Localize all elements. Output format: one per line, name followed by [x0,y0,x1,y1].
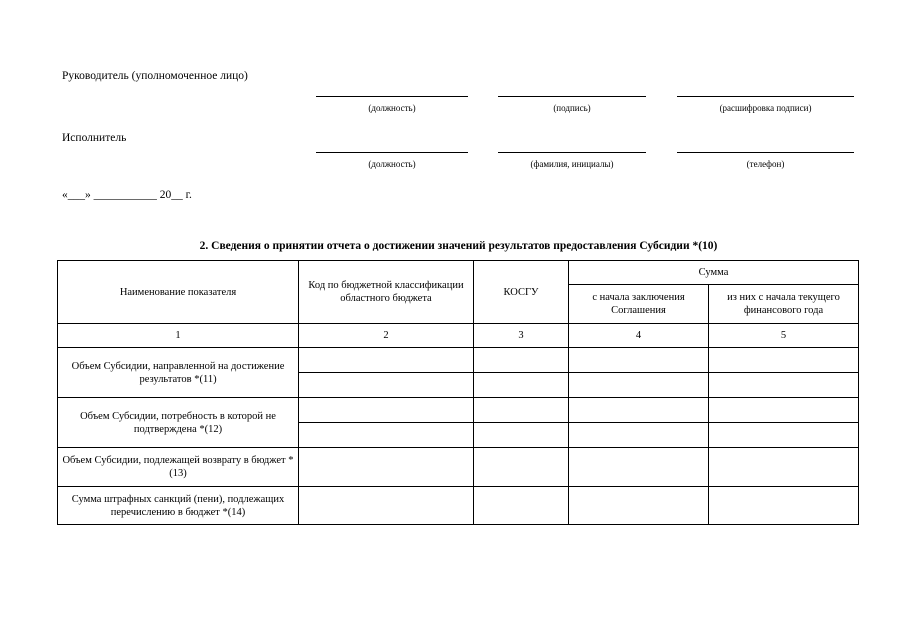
row-label: Объем Субсидии, потребность в которой не подтверждена *(12) [58,398,299,448]
column-number: 5 [709,324,859,348]
cell-since-year[interactable] [709,373,859,398]
column-number: 1 [58,324,299,348]
row-label: Объем Субсидии, направленной на достижение результатов *(11) [58,348,299,398]
table-row [58,348,859,373]
header-kosgu: КОСГУ [474,261,569,324]
header-budget-code: Код по бюджетной классификации областного бюджета [299,261,474,324]
head-position-line [316,96,468,97]
column-number: 2 [299,324,474,348]
cell-budget-code[interactable] [299,348,474,373]
cell-kosgu[interactable] [474,487,569,525]
cell-budget-code[interactable] [299,398,474,423]
head-name-caption: (расшифровка подписи) [719,103,812,113]
row-label: Объем Субсидии, подлежащей возврату в бюджет *(13) [58,448,299,487]
cell-since-agreement[interactable] [569,373,709,398]
head-label: Руководитель (уполномоченное лицо) [62,70,248,82]
executor-label: Исполнитель [62,132,127,144]
cell-since-year[interactable] [709,423,859,448]
date-line: «___» ___________ 20__ г. [62,189,192,201]
cell-kosgu[interactable] [474,398,569,423]
cell-budget-code[interactable] [299,423,474,448]
cell-since-agreement[interactable] [569,487,709,525]
executor-name-caption: (фамилия, инициалы) [530,159,614,169]
column-number: 4 [569,324,709,348]
cell-kosgu[interactable] [474,423,569,448]
head-signature-caption: (подпись) [553,103,591,113]
row-label: Сумма штрафных санкций (пени), подлежащих перечислению в бюджет *(14) [58,487,299,525]
cell-budget-code[interactable] [299,487,474,525]
cell-since-agreement[interactable] [569,348,709,373]
cell-since-agreement[interactable] [569,448,709,487]
report-table [57,260,859,525]
cell-since-agreement[interactable] [569,423,709,448]
cell-budget-code[interactable] [299,373,474,398]
table-row [58,487,859,525]
cell-since-year[interactable] [709,398,859,423]
header-since-agreement: с начала заключения Соглашения [569,285,709,324]
head-signature-line [498,96,646,97]
cell-since-agreement[interactable] [569,398,709,423]
header-indicator: Наименование показателя [58,261,299,324]
column-number: 3 [474,324,569,348]
header-row-1 [58,261,859,285]
header-since-year: из них с начала текущего финансового года [709,285,859,324]
cell-kosgu[interactable] [474,348,569,373]
cell-kosgu[interactable] [474,373,569,398]
column-numbers-row [58,324,859,348]
section-title: 2. Сведения о принятии отчета о достижении значений результатов предоставления Субсидии *(10) [199,240,718,252]
executor-phone-line [677,152,854,153]
head-name-line [677,96,854,97]
executor-name-line [498,152,646,153]
executor-position-caption: (должность) [368,159,416,169]
cell-since-year[interactable] [709,348,859,373]
head-position-caption: (должность) [368,103,416,113]
executor-phone-caption: (телефон) [746,159,785,169]
header-sum: Сумма [569,261,859,285]
cell-budget-code[interactable] [299,448,474,487]
cell-since-year[interactable] [709,487,859,525]
table-row [58,448,859,487]
cell-since-year[interactable] [709,448,859,487]
cell-kosgu[interactable] [474,448,569,487]
table-row [58,398,859,423]
executor-position-line [316,152,468,153]
